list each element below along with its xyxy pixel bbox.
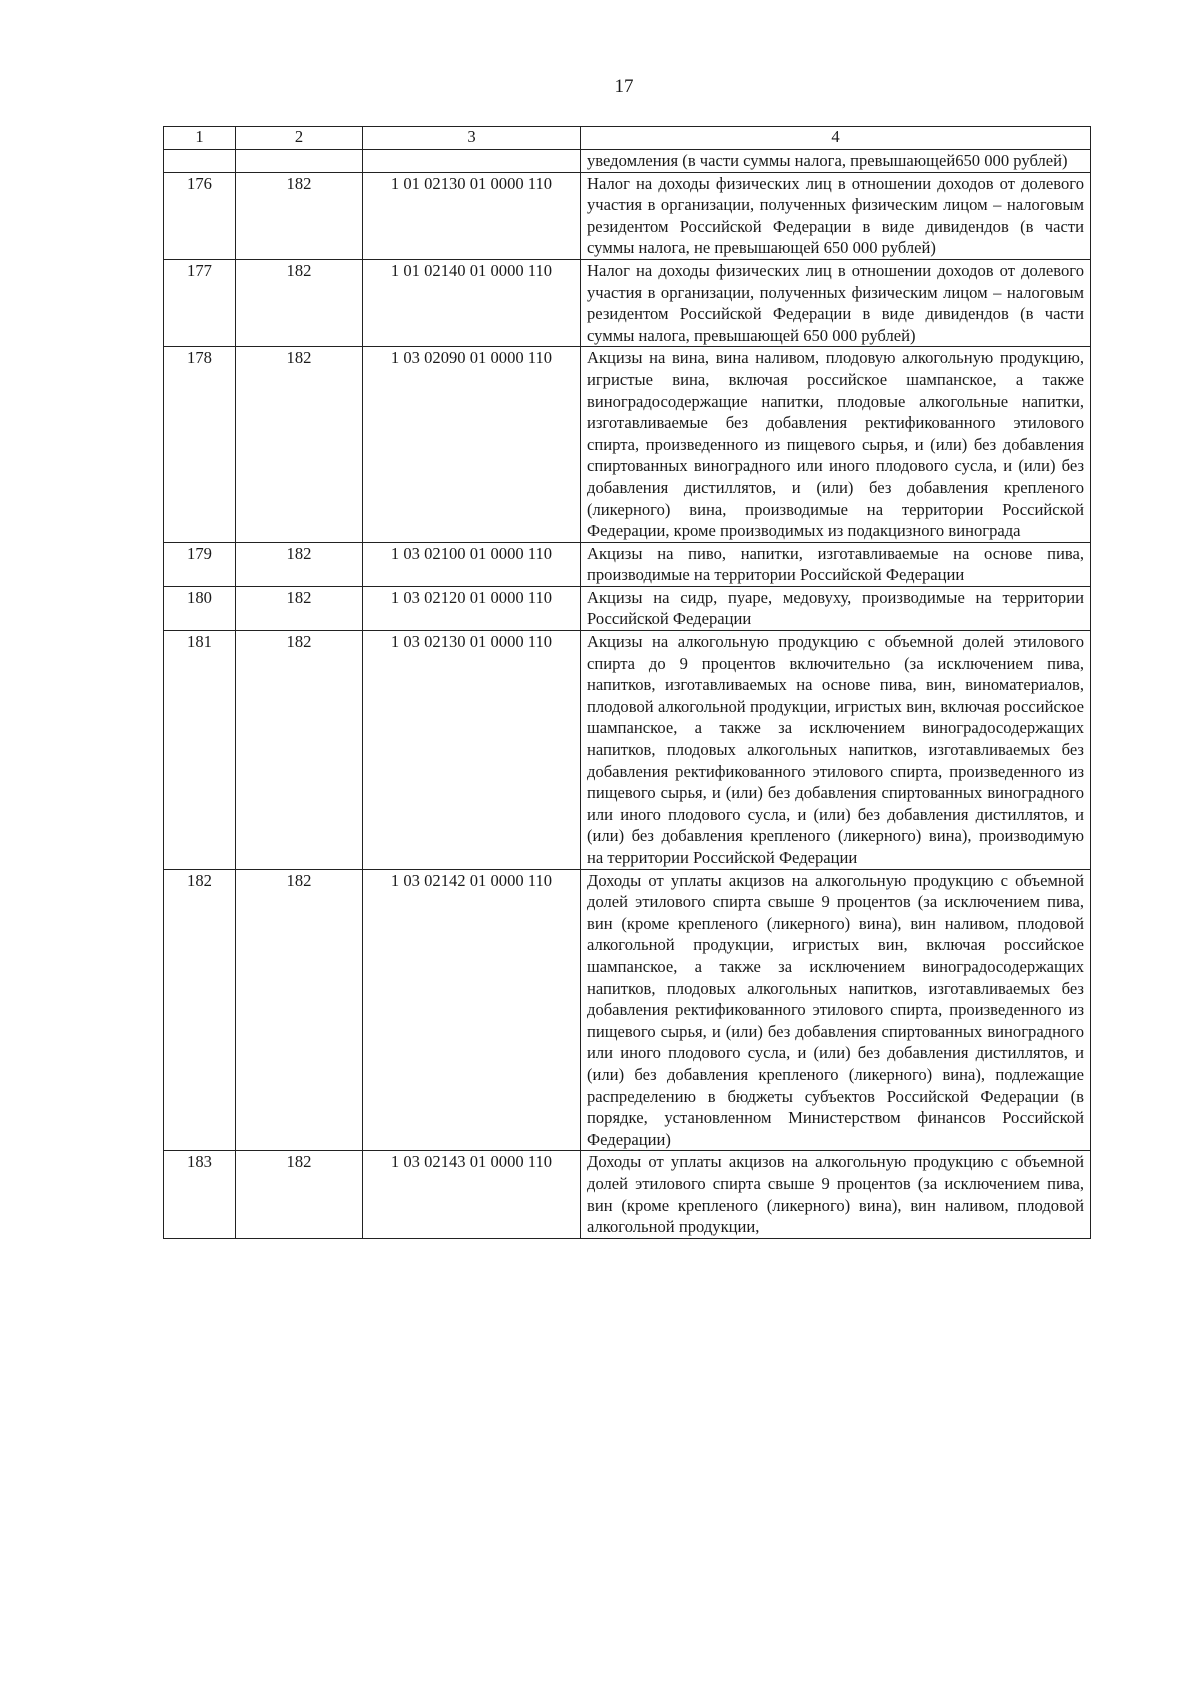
column-header: 3 <box>363 127 581 150</box>
table-row <box>164 347 1091 542</box>
administrator-code: 182 <box>236 586 363 630</box>
row-number: 177 <box>164 259 236 346</box>
table-row <box>164 1151 1091 1238</box>
revenue-description: Акцизы на вина, вина наливом, плодовую алкогольную продукцию, игристые вина, включая российское шампанское, а также виноградосодержащие напитки, плодовые алкогольные напитки, изготавливаемые без добавления ректификованного этилового спирта, произведенного из пищевого сырья, и (или) без добавления спиртованных виноградного или иного плодового сусла, и (или) без добавления дистиллятов, и (или) без добавления крепленого (ликерного) вина, производимые на территории Российской Федерации, кроме производимых из подакцизного винограда <box>581 347 1091 542</box>
budget-classification-code: 1 01 02130 01 0000 110 <box>363 172 581 259</box>
administrator-code: 182 <box>236 347 363 542</box>
budget-classification-code: 1 03 02130 01 0000 110 <box>363 631 581 870</box>
budget-classification-code <box>363 150 581 173</box>
budget-classification-code: 1 03 02120 01 0000 110 <box>363 586 581 630</box>
table-header-row <box>164 127 1091 150</box>
budget-classification-code: 1 03 02143 01 0000 110 <box>363 1151 581 1238</box>
revenue-description: Налог на доходы физических лиц в отношении доходов от долевого участия в организации, полученных физическим лицом – налоговым резидентом Российской Федерации в виде дивидендов (в части суммы налога, превышающей 650 000 рублей) <box>581 259 1091 346</box>
column-header: 1 <box>164 127 236 150</box>
table-row <box>164 150 1091 173</box>
administrator-code: 182 <box>236 1151 363 1238</box>
row-number: 183 <box>164 1151 236 1238</box>
row-number <box>164 150 236 173</box>
row-number: 178 <box>164 347 236 542</box>
table-row <box>164 869 1091 1151</box>
table-row <box>164 586 1091 630</box>
revenue-description: Доходы от уплаты акцизов на алкогольную продукцию с объемной долей этилового спирта свыше 9 процентов (за исключением пива, вин (кроме крепленого (ликерного) вина), вин наливом, плодовой алкогольной продукции, игристых вин, включая российское шампанское, а также за исключением виноградосодержащих напитков, плодовых алкогольных напитков, изготавливаемых без добавления ректификованного этилового спирта, произведенного из пищевого сырья, и (или) без добавления спиртованных виноградного или иного плодового сусла, и (или) без добавления дистиллятов, и (или) без добавления крепленого (ликерного) вина), подлежащие распределению в бюджеты субъектов Российской Федерации (в порядке, установленном Министерством финансов Российской Федерации) <box>581 869 1091 1151</box>
revenue-description: Акцизы на пиво, напитки, изготавливаемые на основе пива, производимые на территории Российской Федерации <box>581 542 1091 586</box>
table-row <box>164 172 1091 259</box>
administrator-code: 182 <box>236 542 363 586</box>
budget-classification-code: 1 01 02140 01 0000 110 <box>363 259 581 346</box>
row-number: 182 <box>164 869 236 1151</box>
table-row <box>164 631 1091 870</box>
table-body <box>164 150 1091 1239</box>
budget-classification-code: 1 03 02100 01 0000 110 <box>363 542 581 586</box>
row-number: 181 <box>164 631 236 870</box>
column-header: 4 <box>581 127 1091 150</box>
page-number: 17 <box>614 76 634 97</box>
revenue-codes-table <box>163 126 1091 1239</box>
administrator-code: 182 <box>236 259 363 346</box>
revenue-description: Акцизы на алкогольную продукцию с объемной долей этилового спирта до 9 процентов включительно (за исключением пива, напитков, изготавливаемых на основе пива, вин, виноматериалов, плодовой алкогольной продукции, игристых вин, включая российское шампанское, а также за исключением виноградосодержащих напитков, плодовых алкогольных напитков, изготавливаемых без добавления ректификованного этилового спирта, произведенного из пищевого сырья, и (или) без добавления спиртованных виноградного или иного плодового сусла, и (или) без добавления дистиллятов, и (или) без добавления крепленого (ликерного) вина), производимую на территории Российской Федерации <box>581 631 1091 870</box>
administrator-code: 182 <box>236 631 363 870</box>
budget-classification-code: 1 03 02090 01 0000 110 <box>363 347 581 542</box>
revenue-description: Налог на доходы физических лиц в отношении доходов от долевого участия в организации, полученных физическим лицом – налоговым резидентом Российской Федерации в виде дивидендов (в части суммы налога, не превышающей 650 000 рублей) <box>581 172 1091 259</box>
budget-classification-code: 1 03 02142 01 0000 110 <box>363 869 581 1151</box>
revenue-description: Доходы от уплаты акцизов на алкогольную продукцию с объемной долей этилового спирта свыше 9 процентов (за исключением пива, вин (кроме крепленого (ликерного) вина), вин наливом, плодовой алкогольной продукции, <box>581 1151 1091 1238</box>
row-number: 176 <box>164 172 236 259</box>
row-number: 179 <box>164 542 236 586</box>
administrator-code: 182 <box>236 869 363 1151</box>
administrator-code: 182 <box>236 172 363 259</box>
administrator-code <box>236 150 363 173</box>
table-row <box>164 542 1091 586</box>
revenue-description: Акцизы на сидр, пуаре, медовуху, производимые на территории Российской Федерации <box>581 586 1091 630</box>
column-header: 2 <box>236 127 363 150</box>
row-number: 180 <box>164 586 236 630</box>
table-row <box>164 259 1091 346</box>
revenue-description: уведомления (в части суммы налога, превышающей650 000 рублей) <box>581 150 1091 173</box>
